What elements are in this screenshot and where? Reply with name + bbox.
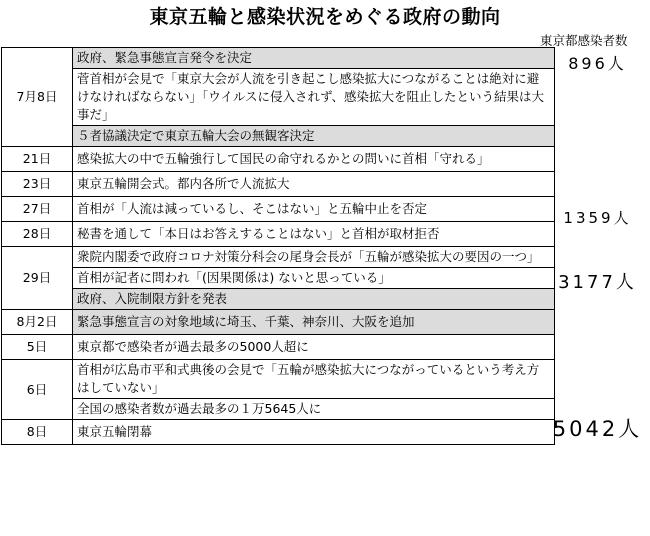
timeline-row [2, 147, 555, 172]
timeline-row [2, 69, 555, 126]
timeline-event: 全国の感染者数が過去最多の１万5645人に [73, 399, 555, 420]
timeline-event: 政府、入院制限方針を発表 [73, 289, 555, 310]
timeline-event: 首相が広島市平和式典後の会見で「五輪が感染拡大につながっているという考え方はしていない」 [73, 360, 555, 399]
timeline-event: 緊急事態宣言の対象地域に埼玉、千葉、神奈川、大阪を追加 [73, 310, 555, 335]
timeline-date: 5日 [2, 335, 73, 360]
timeline-row [2, 310, 555, 335]
timeline-event: 秘書を通して「本日はお答えすることはない」と首相が取材拒否 [73, 222, 555, 247]
timeline-date: 6日 [2, 360, 73, 420]
timeline-event: 東京都で感染者が過去最多の5000人超に [73, 335, 555, 360]
page-title: 東京五輪と感染状況をめぐる政府の動向 [149, 6, 501, 28]
timeline-event: 政府、緊急事態宣言発令を決定 [73, 48, 555, 69]
timeline-row [2, 222, 555, 247]
timeline-row [2, 420, 555, 445]
timeline-event: 首相が記者に問われ「(因果関係は) ないと思っている」 [73, 268, 555, 289]
timeline-date: 27日 [2, 197, 73, 222]
timeline-event: 菅首相が会見で「東京大会が人流を引き起こし感染拡大につながることは絶対に避けなければならない」「ウイルスに侵入されず、感染拡大を阻止したという結果は大事だ」 [73, 69, 555, 126]
timeline-row [2, 335, 555, 360]
timeline-date: 8月2日 [2, 310, 73, 335]
timeline-date: 8日 [2, 420, 73, 445]
timeline-event: ５者協議決定で東京五輪大会の無観客決定 [73, 126, 555, 147]
timeline-date: 23日 [2, 172, 73, 197]
timeline-event: 首相が「人流は減っているし、そこはない」と五輪中止を否定 [73, 197, 555, 222]
timeline-row [2, 289, 555, 310]
timeline-row [2, 268, 555, 289]
timeline-date: 29日 [2, 247, 73, 310]
timeline-date: 21日 [2, 147, 73, 172]
infection-count-header: 東京都感染者数 [540, 33, 628, 48]
infection-count-jul8: 896人 [568, 54, 627, 73]
timeline-row [2, 247, 555, 268]
timeline-row [2, 126, 555, 147]
timeline-row [2, 48, 555, 69]
timeline-table [1, 47, 555, 445]
timeline-row [2, 172, 555, 197]
timeline-event: 東京五輪開会式。都内各所で人流拡大 [73, 172, 555, 197]
timeline-event: 東京五輪閉幕 [73, 420, 555, 445]
infection-count-aug5: 5042人 [552, 417, 643, 441]
timeline-row [2, 197, 555, 222]
timeline-event: 感染拡大の中で五輪強行して国民の命守れるかとの問いに首相「守れる」 [73, 147, 555, 172]
timeline-row [2, 399, 555, 420]
timeline-row [2, 360, 555, 399]
infection-count-jul28: 3177人 [558, 272, 637, 293]
timeline-event: 衆院内閣委で政府コロナ対策分科会の尾身会長が「五輪が感染拡大の要因の一つ」 [73, 247, 555, 268]
timeline-date: 28日 [2, 222, 73, 247]
infection-count-jul23: 1359人 [563, 209, 632, 227]
timeline-date: 7月8日 [2, 48, 73, 147]
